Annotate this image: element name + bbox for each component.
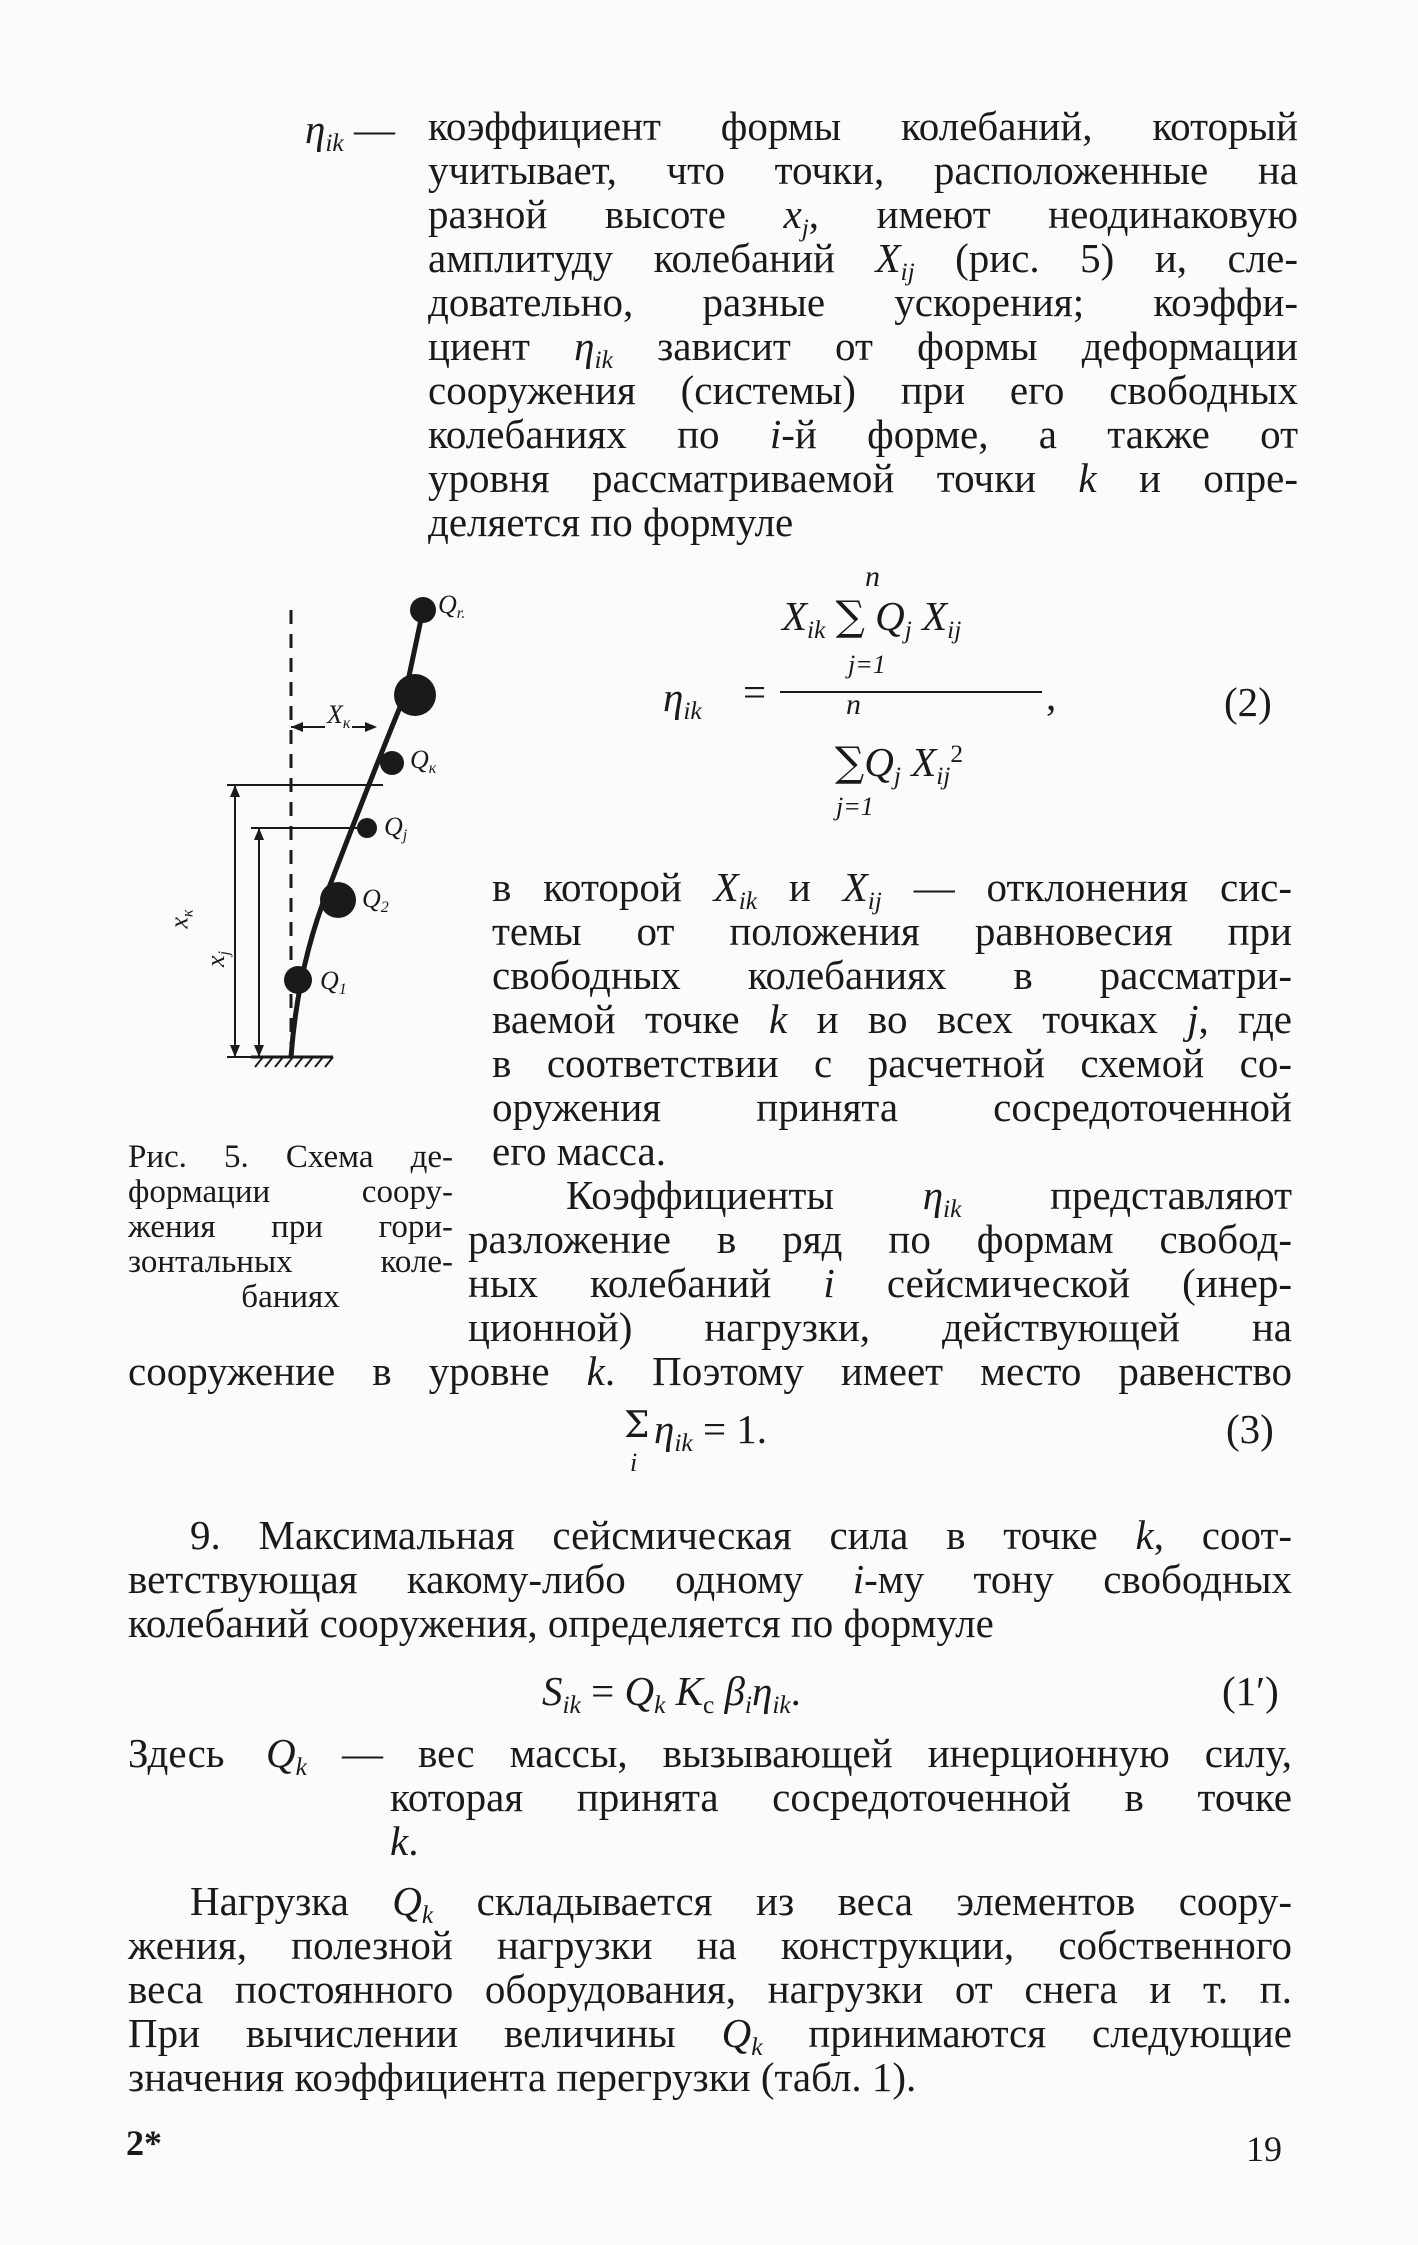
text-line: колебаниях по i-й форме, а также от (428, 411, 1299, 457)
text-line: которая принята сосредоточенной в точке (390, 1774, 1292, 1820)
caption-line: формации соору- (128, 1174, 453, 1210)
eta-symbol: $\eta_{ik}$ — (305, 106, 395, 158)
text-line: колебаний сооружения, определяется по формуле (128, 1600, 994, 1646)
fraction-bar (780, 691, 1042, 693)
sum-lower-limit: j=1 (836, 792, 874, 821)
text-line: значения коэффициента перегрузки (табл. 1). (128, 2054, 917, 2100)
text-line: ваемой точке k и во всех точках j, где (492, 996, 1293, 1042)
text-line: в которой $X_{ik}$ и $X_{ij}$ — отклонения сис- (492, 864, 1292, 916)
caption-line: жения при гори- (128, 1209, 453, 1245)
text-line: темы от положения равновесия при (492, 908, 1292, 954)
text-line: $Q_k$ — вес массы, вызывающей инерционную силу, (266, 1730, 1292, 1782)
mass-q-1 (284, 966, 312, 994)
text-line: Коэффициенты $\eta_{ik}$ представляют (566, 1172, 1292, 1224)
mass-q-j (357, 818, 377, 838)
text-line: ционной) нагрузки, действующей на (468, 1304, 1292, 1350)
text-line: 9. Максимальная сейсмическая сила в точке k, соот- (190, 1512, 1293, 1558)
text-line: в соответствии с расчетной схемой со- (492, 1040, 1292, 1086)
text-line: коэффициент формы колебаний, который (428, 103, 1298, 149)
numerator: $X_{ik}$ ∑ $Q_j$ $X_{ij}$ (782, 592, 962, 645)
caption-line: Рис. 5. Схема де- (128, 1139, 453, 1175)
arrowhead (254, 828, 264, 840)
label-x-k-vertical: $x_к$ (164, 909, 197, 929)
text-line: k. (390, 1818, 419, 1864)
mass-q-k (380, 751, 404, 775)
text-line: его масса. (492, 1128, 666, 1174)
arrowhead (230, 785, 240, 797)
sum-lower-limit: j=1 (848, 650, 886, 679)
text-line: довательно, разные ускорения; коэффи- (428, 279, 1298, 325)
label-x-j-vertical: $x_j$ (201, 950, 234, 968)
label-q-1: $Q_1$ (320, 966, 347, 999)
text-line: деляется по формуле (428, 499, 794, 545)
arrowhead (230, 1045, 240, 1057)
sum-upper-limit: n (865, 560, 880, 593)
text-line: ных колебаний i сейсмической (инер- (468, 1260, 1293, 1306)
caption-line: зонтальных коле- (128, 1244, 453, 1280)
caption-line: баниях (241, 1279, 340, 1315)
label-q-top: $Q_{r.}$ (438, 590, 466, 623)
label-q-k: $Q_к$ (410, 745, 437, 778)
signature-mark: 2* (126, 2123, 162, 2163)
structure-deformation-diagram (155, 585, 515, 1105)
sum-index: i (630, 1448, 638, 1477)
mass-q-top (410, 597, 436, 623)
mass-upper (394, 674, 436, 716)
arrowhead (365, 722, 377, 732)
text-line: разной высоте $x_j$, имеют неодинаковую (428, 191, 1298, 243)
arrowhead (254, 1045, 264, 1057)
text-line: свободных колебаниях в рассматри- (492, 952, 1292, 998)
text-line: При вычислении величины $Q_k$ принимаются следующие (128, 2010, 1292, 2062)
text-line: циент $\eta_{ik}$ зависит от формы деформации (428, 323, 1298, 375)
text-line: разложение в ряд по формам свобод- (468, 1216, 1292, 1262)
arrowhead (291, 722, 303, 732)
label-q-2: $Q_2$ (362, 884, 389, 917)
text-line: уровня рассматриваемой точки k и опре- (428, 455, 1299, 501)
equation-lhs: $\eta_{ik}$ (663, 674, 702, 726)
page-number: 19 (1246, 2129, 1282, 2169)
here-label: Здесь (128, 1730, 225, 1776)
equation-body: $S_{ik} = Q_k$ $K_c$ $\beta_i\eta_{ik}$. (542, 1668, 801, 1720)
sum-symbol: Σ (624, 1405, 650, 1446)
equation-number: (1′) (1222, 1668, 1279, 1714)
equals-sign: = (743, 669, 767, 715)
text-line: ветствующая какому-либо одному i-му тону свободных (128, 1556, 1292, 1602)
label-q-j: $Q_j$ (384, 812, 408, 845)
trailing-comma: , (1046, 673, 1057, 719)
text-line: оружения принята сосредоточенной (492, 1084, 1292, 1130)
equation-number: (2) (1224, 679, 1272, 725)
denominator: $\sum Q_j$ $X_{ij}^2$ (835, 738, 964, 791)
equation-number: (3) (1226, 1406, 1274, 1452)
text-line: веса постоянного оборудования, нагрузки от снега и т. п. (128, 1966, 1292, 2012)
sum-upper-limit: n (846, 688, 861, 721)
text-line: Нагрузка $Q_k$ складывается из веса элементов соору- (190, 1878, 1293, 1930)
text-line: жения, полезной нагрузки на конструкции, собственного (128, 1922, 1292, 1968)
text-line: амплитуду колебаний $X_{ij}$ (рис. 5) и, сле- (428, 235, 1299, 287)
text-line: учитывает, что точки, расположенные на (428, 147, 1298, 193)
text-line: сооружение в уровне k. Поэтому имеет место равенство (128, 1348, 1293, 1394)
text-line: сооружения (системы) при его свободных (428, 367, 1298, 413)
mass-q-2 (320, 882, 356, 918)
label-x-k: $X_к$ (327, 700, 351, 733)
eta-var: $\eta_{ik} = 1$. (654, 1406, 768, 1458)
